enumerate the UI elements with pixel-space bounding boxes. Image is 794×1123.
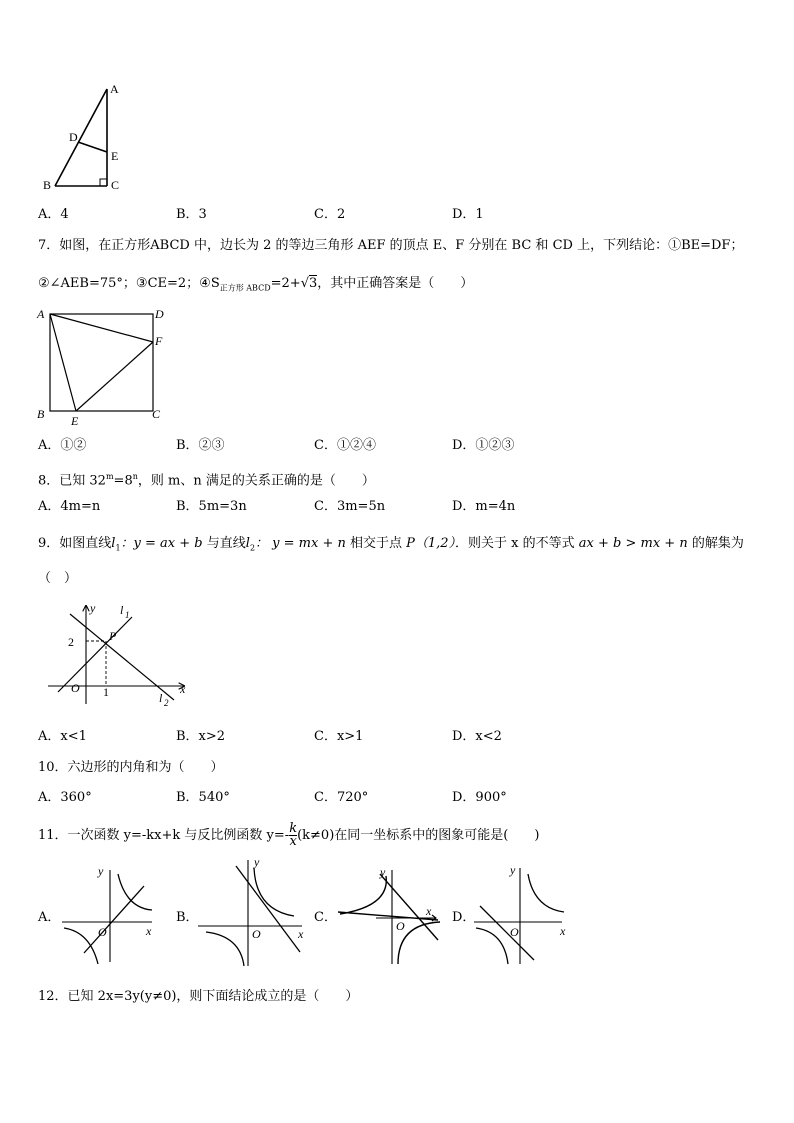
q9-l2-sub: 2 [249,543,256,553]
q11-graph-c[interactable] [336,860,446,970]
q8-stem-text-c: ，则 m、n 满足的关系正确的是（ ） [137,473,375,489]
q10-option-c[interactable]: C．720° [314,790,369,805]
q8-option-b[interactable]: B．5m=3n [176,499,247,514]
q9-graph-figure [46,600,196,712]
q7-stem-text-c: ，其中正确答案是（ ） [317,276,474,291]
q7-option-a[interactable]: A．①② [38,438,87,453]
q8-stem-sup-m: m [105,472,114,481]
q7-label-C: C [152,407,161,421]
q10-stem: 10．六边形的内角和为（ ） [38,760,224,775]
q6-triangle-figure [40,82,140,192]
q9-label-l1-sub: 1 [125,610,130,620]
q11-graph-a-x: x [146,924,152,938]
q11-graph-d-axes [474,868,562,964]
q7-figure-lines [50,314,153,411]
q11-graph-a[interactable] [60,858,160,968]
q11-frac-num: k [289,821,298,836]
q11-graph-b[interactable] [196,852,312,972]
q9-option-d[interactable]: D．x<2 [452,729,502,744]
q8-stem-text-b: =8 [113,473,133,489]
q7-label-F: F [155,334,163,348]
q6-label-D: D [69,130,78,144]
q9-answer-bracket: （ ） [38,571,78,586]
q9-l1: l [111,536,116,551]
q9-option-c[interactable]: C．x>1 [314,729,364,744]
q7-stem-subscript: 正方形 ABCD [219,283,271,293]
q7-option-d[interactable]: D．①②③ [452,438,515,453]
q7-label-A: A [37,307,45,321]
q6-option-a[interactable]: A．4 [38,207,69,222]
q11-graph-c-y: y [380,865,386,879]
q11-stem [38,821,539,851]
q11-option-b-letter[interactable]: B． [176,910,199,925]
q9-label-2: 2 [68,635,74,649]
q12-stem: 12．已知 2x=3y(y≠0)，则下面结论成立的是（ ） [38,989,359,1004]
q9-stem-text-d: 的解集为 [687,536,744,551]
q11-option-c-letter[interactable]: C． [314,910,337,925]
q11-graph-a-y: y [98,864,104,878]
q11-graph-c-curves [338,874,440,964]
q11-graph-a-axes [62,870,152,962]
q9-label-x: x [180,682,186,696]
q7-option-b[interactable]: B．②③ [176,438,225,453]
q9-label-l2-sub: 2 [164,698,169,708]
q8-stem-sup-n: n [132,472,138,481]
q8-stem-text-a: 8．已知 32 [38,473,106,489]
q11-graph-a-curves [64,874,152,964]
q9-stem-text-c: ．则关于 x 的不等式 [455,536,579,551]
q6-label-C: C [111,178,120,192]
q11-graph-b-O: O [252,927,261,941]
q7-stem-line2 [38,275,473,298]
q6-option-b[interactable]: B．3 [176,207,207,222]
q9-eq2: ： y = mx + n [255,536,346,551]
q11-graph-b-axes [198,860,302,966]
q11-graph-c-x: x [426,904,432,918]
q7-stem-text-b: =2+ [270,276,301,291]
q8-stem [38,468,375,490]
q8-option-a[interactable]: A．4m=n [38,499,101,514]
q9-stem-text-b: 相交于点 [345,536,407,551]
q8-option-d[interactable]: D．m=4n [452,499,516,514]
q10-option-b[interactable]: B．540° [176,790,230,805]
q9-label-O: O [71,681,80,695]
q6-option-d[interactable]: D．1 [452,207,484,222]
q10-option-a[interactable]: A．360° [38,790,92,805]
q7-stem-text-a: ②∠AEB=75°；③CE=2；④S [38,276,220,291]
q11-graph-a-O: O [98,925,107,939]
q7-label-E: E [71,414,79,428]
q11-frac-den: x [289,834,297,849]
q11-graph-d-O: O [510,925,519,939]
q11-stem-text-b: (k≠0)在同一坐标系中的图象可能是( ) [297,828,540,843]
q9-label-l1: l [120,603,124,617]
q9-option-a[interactable]: A．x<1 [38,729,87,744]
q11-graph-d-y: y [510,863,516,877]
q11-stem-text-a: 11．一次函数 y=-kx+k 与反比例函数 y=- [38,828,290,843]
q7-sqrt-sign: √ [300,276,309,291]
q9-eq1: ：y = ax + b [120,536,203,551]
q9-l2: l [245,536,250,551]
q11-graph-d[interactable] [468,858,578,968]
q6-figure-lines [55,89,107,186]
q9-dashed-guides [86,641,106,686]
q7-option-c[interactable]: C．①②④ [314,438,376,453]
q9-inequality: ax + b > mx + n [578,536,688,551]
q9-label-y: y [90,601,96,615]
q6-label-E: E [111,149,119,163]
q8-option-c[interactable]: C．3m=5n [314,499,386,514]
q9-axes [48,606,184,704]
q11-graph-b-y: y [254,855,260,869]
q7-label-B: B [37,407,45,421]
q9-stem-mid: 与直线 [202,536,246,551]
q6-label-B: B [43,178,52,192]
q11-option-a-letter[interactable]: A． [38,910,61,925]
q11-graph-d-x: x [560,924,566,938]
q6-option-c[interactable]: C．2 [314,207,346,222]
q11-option-d-letter[interactable]: D． [452,910,476,925]
q11-graph-b-curves [206,866,300,966]
q9-point: P（1,2） [406,536,456,551]
q11-fraction [289,823,297,848]
q6-label-A: A [110,82,119,96]
q9-label-l2: l [159,691,163,705]
q7-label-D: D [155,307,164,321]
q7-sqrt-radicand: 3 [308,276,318,291]
q11-graph-c-O: O [396,919,405,933]
q7-stem-line1: 7．如图，在正方形ABCD 中，边长为 2 的等边三角形 AEF 的顶点 E、F 分别在 BC 和 CD 上，下列结论：①BE=DF； [38,238,744,253]
q9-option-b[interactable]: B．x>2 [176,729,226,744]
q9-label-1: 1 [103,685,109,699]
q9-stem [38,535,744,558]
q10-option-d[interactable]: D．900° [452,790,507,805]
q11-graph-b-x: x [298,927,304,941]
q9-stem-text-a: 9．如图直线 [38,536,112,551]
q9-label-P: P [109,629,117,643]
q7-square-figure [36,304,176,428]
q9-l1-sub: 1 [115,543,121,553]
